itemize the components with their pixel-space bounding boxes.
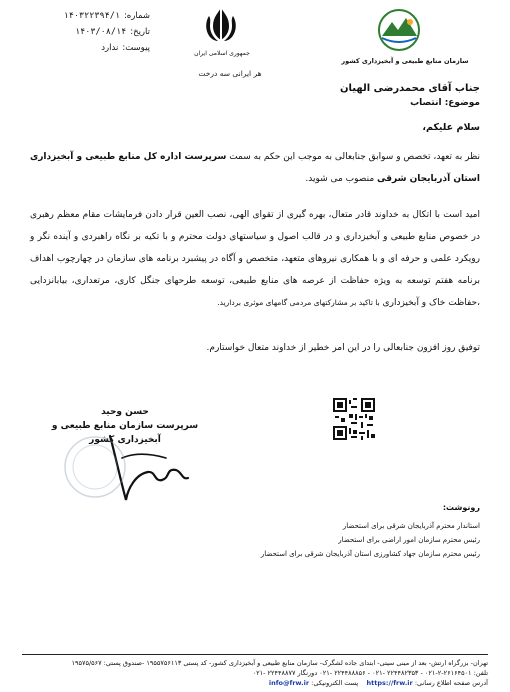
org-caption: سازمان منابع طبیعی و آبخیزداری کشور [341,57,469,65]
website-link[interactable]: https://frw.ir [366,679,413,687]
recipients-list [180,519,480,561]
motto-text: هر ایرانی سه درخت [198,69,262,78]
official-stamp [60,432,130,502]
frw-logo-icon [360,8,438,52]
number-row [30,8,150,24]
footer-contact [22,678,488,688]
attachment-value: ندارد [101,43,119,53]
date-row [30,24,150,40]
qr-code [333,398,375,440]
greeting: سلام علیکم، [422,122,480,133]
number-value: ۱۴۰۳۲۲۳۹۴/۱ [63,11,120,21]
email-link[interactable]: info@frw.ir [268,679,310,687]
date-value: ۱۴۰۳/۰۸/۱۴ [75,27,127,37]
number-label: شماره: [123,11,150,21]
paragraph-appointment [30,146,480,190]
attachment-row [30,40,150,56]
email-label: پست الکترونیکی: [311,679,359,687]
footer-address: تهران- بزرگراه ارتش- بعد از مینی سیتی- ابتدای جاده لشگرک- سازمان منابع طبیعی و آبخیزداری کشور- کد پستی ۱۹۵۵۷۵۶۱۱۳ -صندوق پستی: ۱۹۵۷۵/۵۶۷ [71,659,488,667]
recipient-item: رئیس محترم سازمان جهاد کشاورزی استان آذربایجان شرقی برای استحضار [260,550,480,558]
paragraph-expectations [30,204,480,314]
recipients-title: رونوشت: [442,503,480,512]
signer-title: سرپرست سازمان منابع طبیعی و آبخیزداری کشور [51,421,199,445]
footer-phones: تلفن: ۲۶۱۶۴۵۰۱-۲-۰۲۱ - ۲۲۴۴۸۲۳۵۳ -۰۲۱ - ۲۲۴۴۸۸۸۵۶ -۰۲۱ دورنگار ۲۲۴۴۸۸۷۷ -۰۲۱ [252,669,488,677]
addressee: جناب آقای محمدرضی الهیان [339,83,480,94]
date-label: تاریخ: [130,27,150,37]
web-label: آدرس صفحه اطلاع رسانی: [414,679,488,687]
closing-line: توفیق روز افزون جنابعالی را در این امر خطیر از خداوند متعال خواستارم. [206,343,480,353]
emblem-caption: جمهوری اسلامی ایران [194,50,250,57]
para1-text-a: نظر به تعهد، تخصص و سوابق جنابعالی به موجب این حکم به سمت [229,152,480,162]
attachment-label: پیوست: [122,43,150,53]
recipient-item: رئیس محترم سازمان امور اراضی برای استحضار [338,536,480,544]
para1-position: سرپرست اداره کل منابع طبیعی و آبخیزداری استان آذربایجان شرقی [30,152,480,184]
signer-name: حسن وحید [101,407,149,417]
recipient-item: استاندار محترم آذربایجان شرقی برای استحضار [342,522,480,530]
iran-emblem-icon [199,4,243,54]
footer-divider [22,654,488,655]
para1-text-c: منصوب می شوید. [305,174,375,184]
letter-meta [30,8,150,56]
para2-text-a: امید است با اتکال به خداوند قادر متعال، بهره گیری از تقوای الهی، نصب العین قرار دادن فرمایشات مقام معظم رهبری در خصوص منابع طبیعی و آبخیزداری و در قالب اصول و سیاستهای دولت محترم و با تکیه بر نگاه راهبردی و آینده نگر و رویکرد علمی و حرفه ای و با همکاری نیروهای متعهد، متخصص و آگاه در پیشبرد برنامه های سازمان در چهارچوب اهداف برنامه هفتم توسعه به ویژه حفاظت از عرصه های منابع طبیعی، توسعه طرحهای جنگل کاری، مرتعداری، بیابانزدایی ،حفاظت خاک و آبخیزداری [30,210,480,308]
para2-text-b: با تاکید بر مشارکتهای مردمی گامهای موثری بردارید. [217,298,380,307]
subject-line: موضوع: انتصاب [410,98,480,108]
